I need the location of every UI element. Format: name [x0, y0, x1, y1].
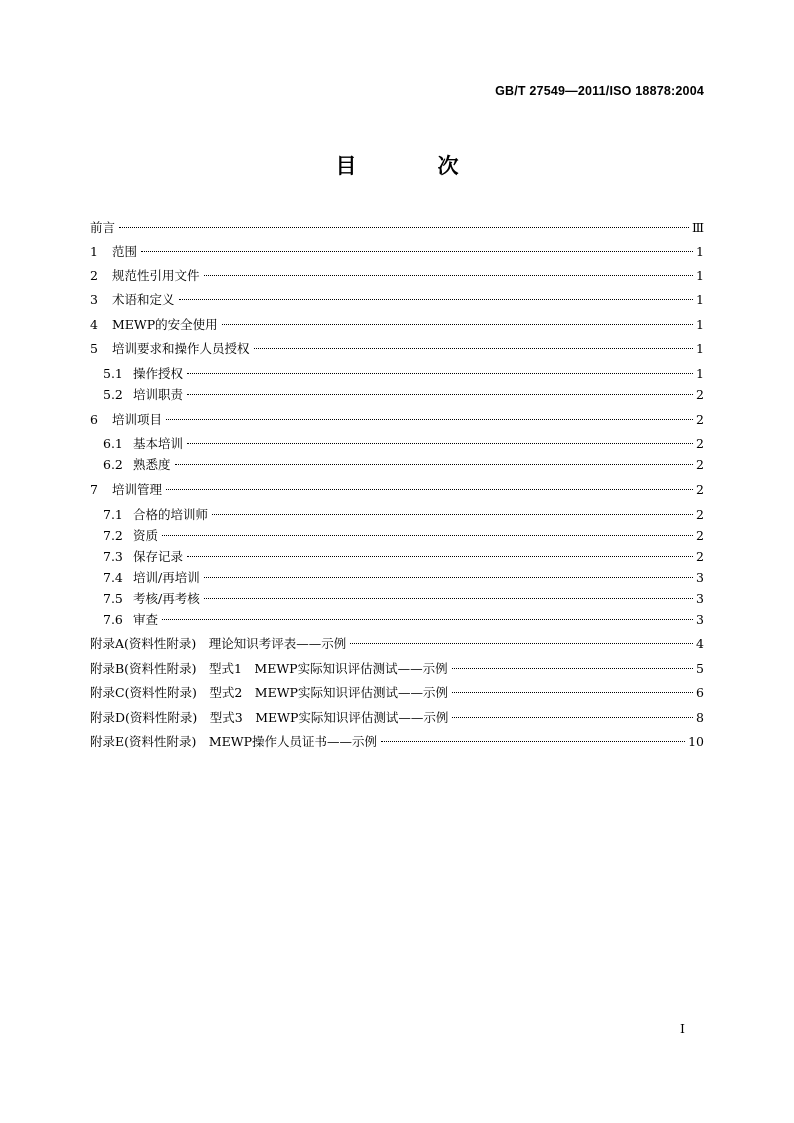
toc-leader-dots: [187, 393, 693, 395]
toc-entry-2[interactable]: [90, 266, 704, 284]
toc-entry-label: 基本培训: [133, 436, 184, 451]
toc-entry-page: 3: [696, 591, 704, 606]
toc-leader-dots: [452, 716, 693, 718]
toc-entry-page: 2: [696, 549, 704, 564]
toc-leader-dots: [350, 642, 693, 644]
toc-entry-foreword[interactable]: [90, 218, 704, 236]
toc-entry-label: 审查: [133, 612, 159, 627]
toc-leader-dots: [212, 513, 693, 515]
toc-entry-label: 培训项目: [112, 412, 163, 427]
toc-entry-7-5[interactable]: [103, 589, 704, 607]
toc-entry-number: 7.6: [103, 612, 123, 627]
toc-entry-5-2[interactable]: [103, 385, 704, 403]
toc-entry-label: 熟悉度: [133, 457, 171, 472]
toc-entry-page: 1: [696, 341, 704, 356]
toc-leader-dots: [222, 323, 693, 325]
toc-entry-label: 附录B(资料性附录) 型式1 MEWP实际知识评估测试——示例: [90, 661, 448, 676]
toc-entry-number: 7.2: [103, 528, 123, 543]
toc-leader-dots: [204, 274, 693, 276]
toc-entry-label: 合格的培训师: [133, 507, 209, 522]
toc-entry-6[interactable]: [90, 410, 704, 428]
toc-entry-label: 培训/再培训: [133, 570, 200, 585]
toc-entry-number: 7.1: [103, 507, 123, 522]
toc-entry-page: 2: [696, 436, 704, 451]
toc-entry-label: 附录E(资料性附录) MEWP操作人员证书——示例: [90, 734, 378, 749]
toc-entry-page: 4: [696, 636, 704, 651]
toc-entry-1[interactable]: [90, 242, 704, 260]
toc-leader-dots: [162, 618, 693, 620]
toc-entry-page: 8: [696, 710, 704, 725]
toc-leader-dots: [187, 442, 693, 444]
toc-entry-page: 5: [696, 661, 704, 676]
toc-entry-page: 6: [696, 685, 704, 700]
toc-entry-number: 6.2: [103, 457, 123, 472]
toc-entry-page: 2: [696, 507, 704, 522]
toc-entry-annex-b[interactable]: [90, 659, 704, 677]
toc-entry-number: 7.5: [103, 591, 123, 606]
toc-entry-page: 1: [696, 244, 704, 259]
toc-entry-label: 操作授权: [133, 366, 184, 381]
toc-leader-dots: [381, 740, 685, 742]
toc-entry-page: 2: [696, 528, 704, 543]
standard-code: GB/T 27549—2011/ISO 18878:2004: [495, 84, 704, 98]
toc-entry-page: 2: [696, 457, 704, 472]
toc-leader-dots: [452, 691, 693, 693]
toc-entry-number: 6: [90, 412, 98, 427]
toc-entry-label: 考核/再考核: [133, 591, 200, 606]
toc-leader-dots: [179, 298, 693, 300]
toc-entry-number: 6.1: [103, 436, 123, 451]
page-title: 目 次: [335, 154, 489, 178]
toc-entry-7-2[interactable]: [103, 526, 704, 544]
toc-entry-page: Ⅲ: [691, 220, 704, 235]
toc-entry-number: 1: [90, 244, 98, 259]
toc-entry-7-4[interactable]: [103, 568, 704, 586]
toc-entry-number: 7.3: [103, 549, 123, 564]
toc-entry-label: 规范性引用文件: [112, 268, 200, 283]
toc-entry-label: 范围: [112, 244, 138, 259]
toc-leader-dots: [204, 597, 693, 599]
toc-entry-5-1[interactable]: [103, 364, 704, 382]
toc-leader-dots: [175, 463, 693, 465]
toc-entry-label: 培训管理: [112, 482, 163, 497]
toc-entry-number: 5.2: [103, 387, 123, 402]
toc-entry-3[interactable]: [90, 290, 704, 308]
toc-entry-number: 4: [90, 317, 98, 332]
toc-leader-dots: [187, 555, 693, 557]
toc-entry-annex-a[interactable]: [90, 634, 704, 652]
toc-entry-6-2[interactable]: [103, 455, 704, 473]
toc-entry-5[interactable]: [90, 339, 704, 357]
toc-entry-label: 附录C(资料性附录) 型式2 MEWP实际知识评估测试——示例: [90, 685, 448, 700]
toc-entry-label: 培训要求和操作人员授权: [112, 341, 250, 356]
toc-entry-page: 1: [696, 292, 704, 307]
toc-entry-7-6[interactable]: [103, 610, 704, 628]
toc-entry-label: 资质: [133, 528, 159, 543]
toc-entry-label: 保存记录: [133, 549, 184, 564]
toc-leader-dots: [187, 372, 693, 374]
toc-leader-dots: [452, 667, 693, 669]
toc-leader-dots: [119, 226, 689, 228]
toc-entry-annex-c[interactable]: [90, 683, 704, 701]
toc-leader-dots: [162, 534, 693, 536]
toc-entry-page: 3: [696, 612, 704, 627]
page-number: Ⅰ: [680, 1021, 685, 1036]
toc-entry-page: 1: [696, 317, 704, 332]
toc-entry-annex-e[interactable]: [90, 732, 704, 750]
toc-entry-number: 7: [90, 482, 98, 497]
toc-entry-label: 附录D(资料性附录) 型式3 MEWP实际知识评估测试——示例: [90, 710, 449, 725]
toc-entry-7[interactable]: [90, 480, 704, 498]
toc-entry-page: 2: [696, 387, 704, 402]
toc-entry-page: 1: [696, 268, 704, 283]
toc-entry-page: 2: [696, 482, 704, 497]
toc-entry-label: 培训职责: [133, 387, 184, 402]
toc-entry-number: 2: [90, 268, 98, 283]
toc-leader-dots: [166, 488, 693, 490]
toc-entry-page: 2: [696, 412, 704, 427]
toc-entry-number: 5: [90, 341, 98, 356]
toc-leader-dots: [254, 347, 693, 349]
toc-entry-page: 3: [696, 570, 704, 585]
toc-entry-label: 附录A(资料性附录) 理论知识考评表——示例: [90, 636, 347, 651]
toc-entry-label: MEWP的安全使用: [112, 317, 218, 332]
toc-entry-6-1[interactable]: [103, 434, 704, 452]
toc-leader-dots: [166, 418, 693, 420]
toc-entry-number: 5.1: [103, 366, 123, 381]
toc-leader-dots: [204, 576, 693, 578]
toc-entry-7-3[interactable]: [103, 547, 704, 565]
toc-entry-number: 7.4: [103, 570, 123, 585]
toc-entry-4[interactable]: [90, 315, 704, 333]
toc-entry-number: 3: [90, 292, 98, 307]
toc-entry-page: 10: [688, 734, 704, 749]
toc-entry-7-1[interactable]: [103, 505, 704, 523]
toc-entry-page: 1: [696, 366, 704, 381]
toc-entry-label: 术语和定义: [112, 292, 175, 307]
toc-entry-annex-d[interactable]: [90, 708, 704, 726]
toc-leader-dots: [141, 250, 693, 252]
toc-entry-label: 前言: [90, 220, 116, 235]
